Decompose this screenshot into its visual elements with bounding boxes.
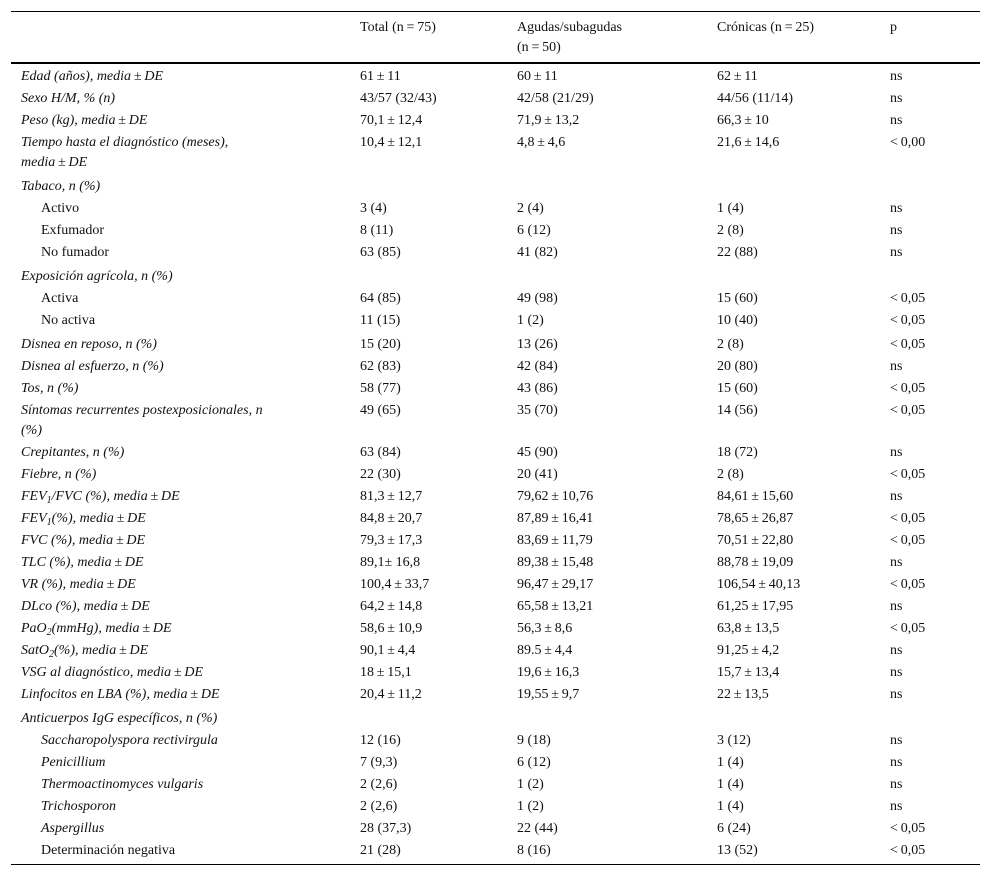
cell-total: 2 (2,6) xyxy=(360,799,398,814)
row-label: Trichosporon xyxy=(41,799,116,814)
row-label: TLC (%), media ± DE xyxy=(21,555,144,570)
cell-cronicas: 106,54 ± 40,13 xyxy=(717,577,801,592)
row-label: Disnea al esfuerzo, n (%) xyxy=(21,359,164,374)
cell-p: < 0,05 xyxy=(890,403,926,418)
cell-p: ns xyxy=(890,113,903,128)
cell-agudas: 60 ± 11 xyxy=(517,69,558,84)
cell-p: < 0,05 xyxy=(890,821,926,836)
cell-total: 43/57 (32/43) xyxy=(360,91,437,106)
cell-total: 63 (84) xyxy=(360,445,401,460)
cell-agudas: 49 (98) xyxy=(517,291,558,306)
row-label: Fiebre, n (%) xyxy=(21,467,97,482)
cell-total: 84,8 ± 20,7 xyxy=(360,511,423,526)
cell-total: 28 (37,3) xyxy=(360,821,412,836)
cell-agudas: 22 (44) xyxy=(517,821,558,836)
cell-cronicas: 6 (24) xyxy=(717,821,751,836)
row-label: SatO$_2$(%), media ± DE xyxy=(21,643,149,660)
cell-agudas: 83,69 ± 11,79 xyxy=(517,533,593,548)
cell-cronicas: 14 (56) xyxy=(717,403,758,418)
cell-total: 22 (30) xyxy=(360,467,401,482)
cell-cronicas: 63,8 ± 13,5 xyxy=(717,621,780,636)
cell-cronicas: 70,51 ± 22,80 xyxy=(717,533,794,548)
cell-agudas: 19,6 ± 16,3 xyxy=(517,665,580,680)
cell-agudas: 89.5 ± 4,4 xyxy=(517,643,573,658)
cell-cronicas: 13 (52) xyxy=(717,843,758,858)
cell-agudas: 41 (82) xyxy=(517,245,558,260)
cell-p: < 0,05 xyxy=(890,511,926,526)
cell-agudas: 6 (12) xyxy=(517,755,551,770)
row-label: PaO$_2$(mmHg), media ± DE xyxy=(21,621,172,638)
cell-agudas: 35 (70) xyxy=(517,403,558,418)
cell-agudas: 45 (90) xyxy=(517,445,558,460)
cell-cronicas: 18 (72) xyxy=(717,445,758,460)
cell-p: ns xyxy=(890,755,903,770)
row-label: Crepitantes, n (%) xyxy=(21,445,125,460)
cell-agudas: 9 (18) xyxy=(517,733,551,748)
cell-cronicas: 1 (4) xyxy=(717,201,744,216)
cell-agudas: 1 (2) xyxy=(517,777,544,792)
row-label: Edad (años), media ± DE xyxy=(21,69,163,84)
table-top-rule xyxy=(11,11,980,12)
cell-total: 90,1 ± 4,4 xyxy=(360,643,416,658)
cell-cronicas: 20 (80) xyxy=(717,359,758,374)
row-label: Sexo H/M, % (n) xyxy=(21,91,116,106)
cell-cronicas: 78,65 ± 26,87 xyxy=(717,511,794,526)
row-label: Tiempo hasta el diagnóstico (meses), media ± DE xyxy=(21,135,229,170)
cell-agudas: 1 (2) xyxy=(517,313,544,328)
cell-p: ns xyxy=(890,555,903,570)
cell-p: ns xyxy=(890,91,903,106)
cell-p: < 0,00 xyxy=(890,135,926,150)
cell-total: 63 (85) xyxy=(360,245,401,260)
cell-cronicas: 1 (4) xyxy=(717,799,744,814)
cell-total: 12 (16) xyxy=(360,733,401,748)
table-header-rule xyxy=(11,62,980,64)
row-label: VR (%), media ± DE xyxy=(21,577,136,592)
cell-agudas: 6 (12) xyxy=(517,223,551,238)
cell-cronicas: 91,25 ± 4,2 xyxy=(717,643,780,658)
cell-p: ns xyxy=(890,599,903,614)
cell-p: < 0,05 xyxy=(890,577,926,592)
cell-p: < 0,05 xyxy=(890,291,926,306)
row-label: Saccharopolyspora rectivirgula xyxy=(41,733,218,748)
row-label: Thermoactinomyces vulgaris xyxy=(41,777,204,792)
cell-cronicas: 3 (12) xyxy=(717,733,751,748)
cell-cronicas: 1 (4) xyxy=(717,755,744,770)
cell-cronicas: 1 (4) xyxy=(717,777,744,792)
cell-cronicas: 2 (8) xyxy=(717,223,744,238)
header-total: Total (n = 75) xyxy=(360,20,436,35)
cell-p: ns xyxy=(890,799,903,814)
cell-total: 58,6 ± 10,9 xyxy=(360,621,423,636)
cell-cronicas: 84,61 ± 15,60 xyxy=(717,489,794,504)
cell-cronicas: 15,7 ± 13,4 xyxy=(717,665,780,680)
row-label: No activa xyxy=(41,313,96,328)
cell-total: 3 (4) xyxy=(360,201,387,216)
cell-total: 49 (65) xyxy=(360,403,401,418)
cell-total: 100,4 ± 33,7 xyxy=(360,577,430,592)
cell-cronicas: 62 ± 11 xyxy=(717,69,758,84)
row-label: Linfocitos en LBA (%), media ± DE xyxy=(21,687,220,702)
cell-total: 15 (20) xyxy=(360,337,401,352)
cell-total: 11 (15) xyxy=(360,313,401,328)
cell-agudas: 2 (4) xyxy=(517,201,544,216)
row-label: Exfumador xyxy=(41,223,104,238)
row-label: No fumador xyxy=(41,245,110,260)
cell-total: 20,4 ± 11,2 xyxy=(360,687,422,702)
cell-total: 79,3 ± 17,3 xyxy=(360,533,423,548)
cell-agudas: 71,9 ± 13,2 xyxy=(517,113,580,128)
cell-total: 64,2 ± 14,8 xyxy=(360,599,423,614)
cell-p: ns xyxy=(890,687,903,702)
cell-p: ns xyxy=(890,445,903,460)
row-label: Síntomas recurrentes postexposicionales, n (%) xyxy=(21,403,263,438)
cell-cronicas: 2 (8) xyxy=(717,337,744,352)
cell-agudas: 43 (86) xyxy=(517,381,558,396)
row-label: Exposición agrícola, n (%) xyxy=(21,269,173,284)
cell-cronicas: 44/56 (11/14) xyxy=(717,91,794,106)
cell-cronicas: 61,25 ± 17,95 xyxy=(717,599,794,614)
cell-agudas: 87,89 ± 16,41 xyxy=(517,511,594,526)
header-cronicas: Crónicas (n = 25) xyxy=(717,20,815,35)
cell-cronicas: 15 (60) xyxy=(717,291,758,306)
cell-p: < 0,05 xyxy=(890,843,926,858)
cell-p: < 0,05 xyxy=(890,621,926,636)
cell-cronicas: 22 (88) xyxy=(717,245,758,260)
cell-agudas: 13 (26) xyxy=(517,337,558,352)
cell-agudas: 56,3 ± 8,6 xyxy=(517,621,573,636)
cell-total: 81,3 ± 12,7 xyxy=(360,489,423,504)
cell-cronicas: 88,78 ± 19,09 xyxy=(717,555,794,570)
row-label: VSG al diagnóstico, media ± DE xyxy=(21,665,204,680)
row-label: Penicillium xyxy=(41,755,106,770)
cell-total: 70,1 ± 12,4 xyxy=(360,113,423,128)
cell-p: ns xyxy=(890,359,903,374)
header-p: p xyxy=(890,20,897,35)
cell-agudas: 79,62 ± 10,76 xyxy=(517,489,594,504)
row-label: Tos, n (%) xyxy=(21,381,79,396)
cell-agudas: 8 (16) xyxy=(517,843,551,858)
cell-total: 89,1± 16,8 xyxy=(360,555,421,570)
cell-total: 64 (85) xyxy=(360,291,401,306)
cell-cronicas: 2 (8) xyxy=(717,467,744,482)
cell-agudas: 96,47 ± 29,17 xyxy=(517,577,594,592)
row-label: Peso (kg), media ± DE xyxy=(21,113,148,128)
cell-agudas: 20 (41) xyxy=(517,467,558,482)
cell-p: < 0,05 xyxy=(890,313,926,328)
cell-p: ns xyxy=(890,245,903,260)
cell-total: 18 ± 15,1 xyxy=(360,665,412,680)
row-label: Aspergillus xyxy=(41,821,105,836)
row-label: DLco (%), media ± DE xyxy=(21,599,150,614)
row-label: Disnea en reposo, n (%) xyxy=(21,337,157,352)
row-label: FVC (%), media ± DE xyxy=(21,533,146,548)
cell-agudas: 89,38 ± 15,48 xyxy=(517,555,594,570)
cell-total: 7 (9,3) xyxy=(360,755,398,770)
cell-p: < 0,05 xyxy=(890,467,926,482)
cell-p: < 0,05 xyxy=(890,381,926,396)
cell-cronicas: 10 (40) xyxy=(717,313,758,328)
row-label: $FEV_1$/FVC (%), media ± DE xyxy=(21,489,180,506)
cell-p: ns xyxy=(890,201,903,216)
row-label: Activo xyxy=(41,201,80,216)
cell-total: 21 (28) xyxy=(360,843,401,858)
cell-p: < 0,05 xyxy=(890,337,926,352)
header-agudas: Agudas/subagudas (n = 50) xyxy=(517,20,622,55)
cell-total: 10,4 ± 12,1 xyxy=(360,135,423,150)
cell-agudas: 19,55 ± 9,7 xyxy=(517,687,580,702)
row-label: Anticuerpos IgG específicos, n (%) xyxy=(21,711,218,726)
cell-p: ns xyxy=(890,643,903,658)
cell-p: ns xyxy=(890,69,903,84)
cell-agudas: 42 (84) xyxy=(517,359,558,374)
cell-total: 8 (11) xyxy=(360,223,394,238)
cell-agudas: 65,58 ± 13,21 xyxy=(517,599,594,614)
cell-p: ns xyxy=(890,665,903,680)
cell-cronicas: 21,6 ± 14,6 xyxy=(717,135,780,150)
row-label: Determinación negativa xyxy=(41,843,176,858)
cell-cronicas: 22 ± 13,5 xyxy=(717,687,769,702)
row-label: $FEV_1(\%)$, media ± DE xyxy=(21,511,146,528)
table-bottom-rule xyxy=(11,864,980,865)
cell-agudas: 4,8 ± 4,6 xyxy=(517,135,566,150)
cell-cronicas: 66,3 ± 10 xyxy=(717,113,769,128)
cell-p: < 0,05 xyxy=(890,533,926,548)
cell-total: 62 (83) xyxy=(360,359,401,374)
cell-cronicas: 15 (60) xyxy=(717,381,758,396)
cell-agudas: 1 (2) xyxy=(517,799,544,814)
cell-agudas: 42/58 (21/29) xyxy=(517,91,594,106)
cell-p: ns xyxy=(890,223,903,238)
row-label: Activa xyxy=(41,291,79,306)
cell-total: 61 ± 11 xyxy=(360,69,401,84)
cell-p: ns xyxy=(890,777,903,792)
cell-total: 2 (2,6) xyxy=(360,777,398,792)
cell-p: ns xyxy=(890,489,903,504)
row-label: Tabaco, n (%) xyxy=(21,179,101,194)
cell-p: ns xyxy=(890,733,903,748)
cell-total: 58 (77) xyxy=(360,381,401,396)
